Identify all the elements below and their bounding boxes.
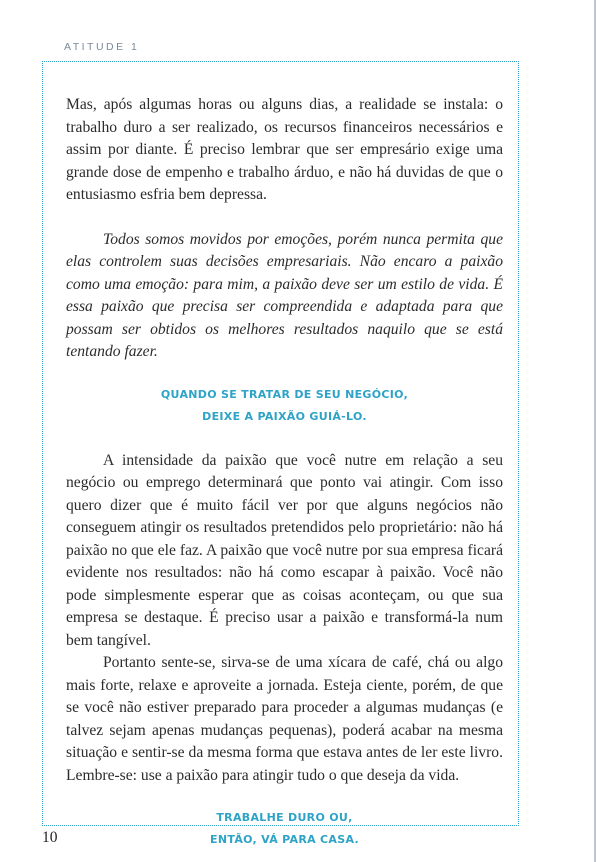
paragraph-3: Portanto sente-se, sirva-se de uma xícara de café, chá ou algo mais forte, relaxe e aproveite a jornada. Esteja ciente, porém, de que se você não estiver preparado para proceder a algumas mudanças (e talvez sejam apenas mudanças pequenas), poderá acabar na mesma situação e sentir-se da mesma forma que estava antes de ler este livro. Lembre-se: use a paixão para atingir tudo o que deseja da vida. (66, 654, 503, 784)
running-head: ATITUDE 1 (64, 41, 140, 53)
callout-2-line-1: TRABALHE DURO OU, (216, 811, 353, 824)
callout-1-line-1: QUANDO SE TRATAR DE SEU NEGÓCIO, (160, 387, 409, 401)
paragraph-1: Mas, após algumas horas ou alguns dias, a realidade se instala: o trabalho duro a ser realizado, os recursos financeiros necessários e assim por diante. É preciso lembrar que ser empresário exige uma grande dose de empenho e trabalho árduo, e não há duvidas de que o entusiasmo esfria bem depressa. (66, 96, 503, 203)
page-edge (594, 0, 596, 862)
page-body (66, 94, 503, 851)
paragraph-2: A intensidade da paixão que você nutre em relação a seu negócio ou emprego determinará que ponto vai atingir. Com isso quero dizer que é muito fácil ver por que alguns negócios não conseguem atingir os resultados pretendidos pelo proprietário: não há paixão no que ele faz. A paixão que você nutre por sua empresa ficará evidente nos resultados: não há como escapar à paixão. Você não pode simplesmente esperar que as coisas aconteçam, ou que sua empresa se destaque. É preciso usar a paixão e transformá-la num bem tangível. (66, 451, 503, 649)
callout-2-line-2: ENTÃO, VÁ PARA CASA. (210, 833, 359, 846)
callout-1-line-2: DEIXE A PAIXÃO GUIÁ-LO. (202, 409, 367, 423)
quote-paragraph: Todos somos movidos por emoções, porém nunca permita que elas controlem suas decisões empresariais. Não encaro a paixão como uma emoção: para mim, a paixão deve ser um estilo de vida. É essa paixão que precisa ser compreendida e adaptada para que possam ser obtidos os melhores resultados naquilo que se está tentando fazer. (66, 230, 503, 360)
page-number: 10 (42, 829, 58, 846)
